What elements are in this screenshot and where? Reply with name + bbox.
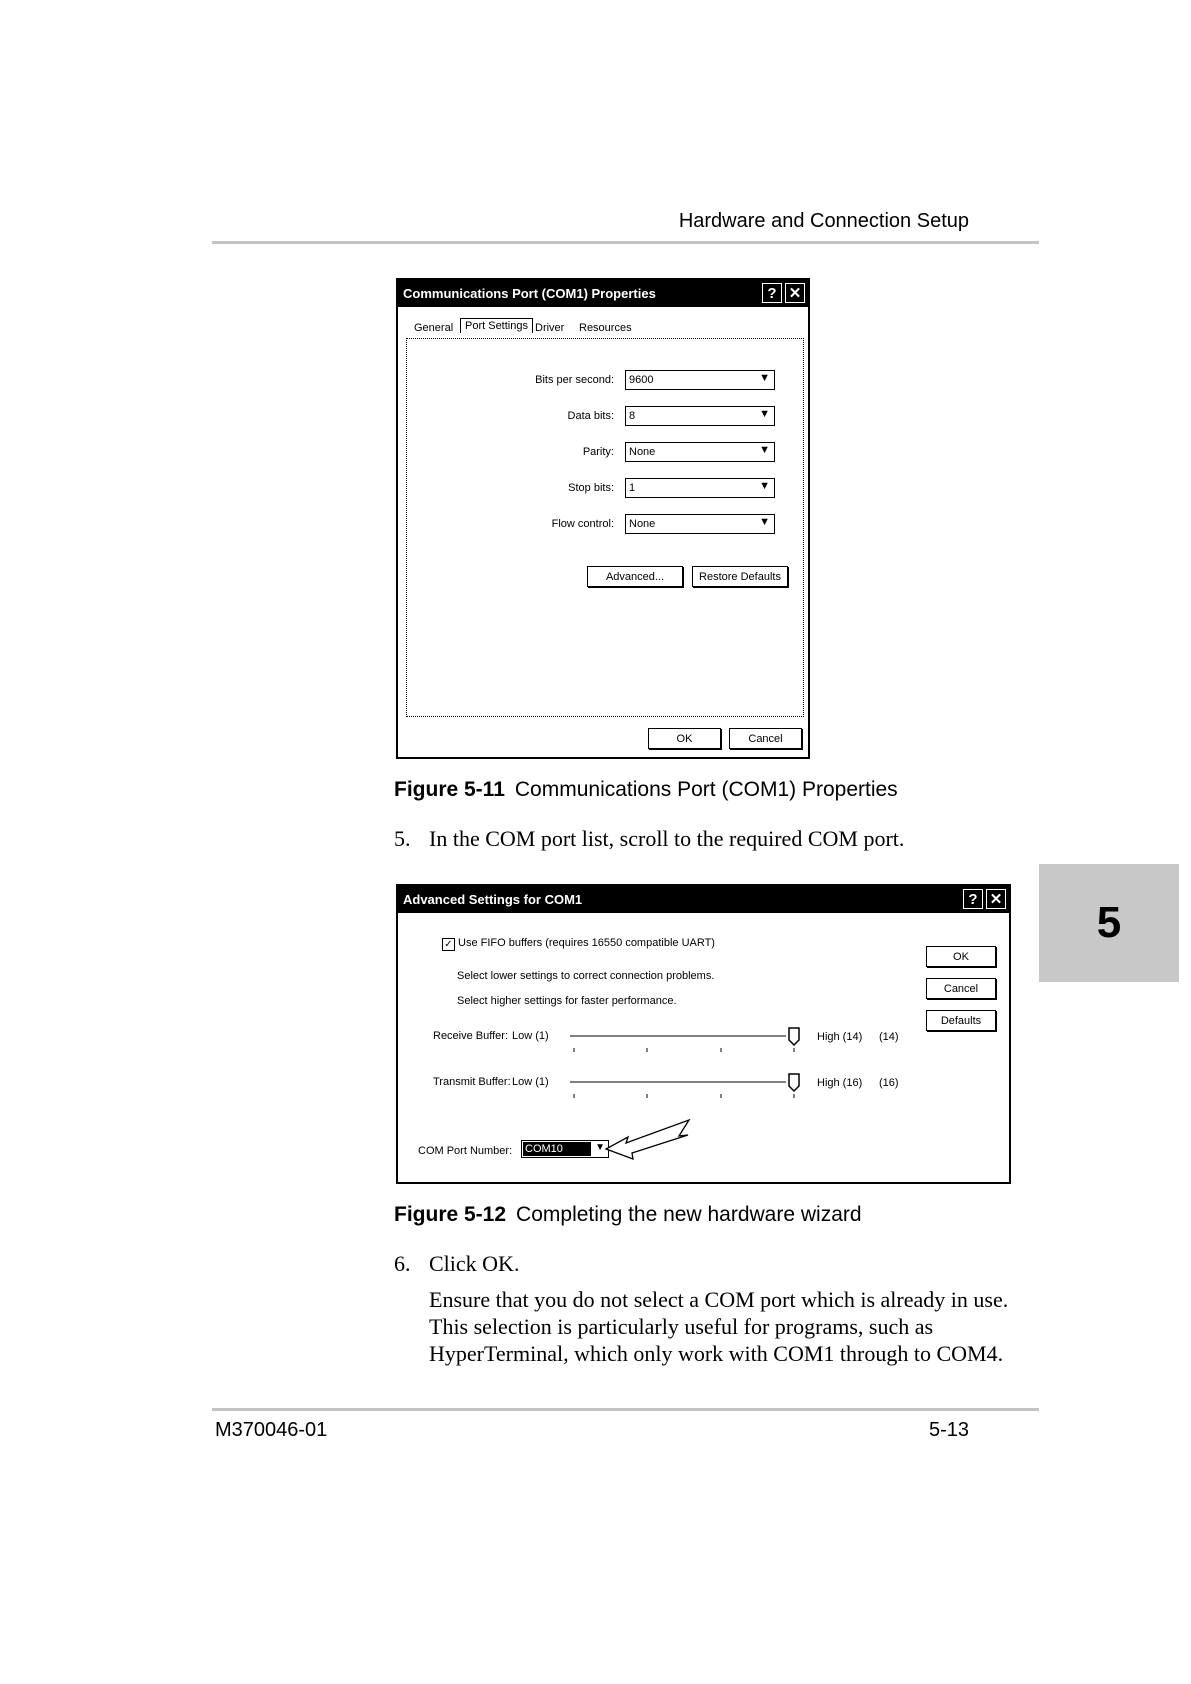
com1-properties-dialog bbox=[396, 278, 810, 759]
advanced-settings-dialog bbox=[396, 884, 1011, 1184]
close-icon[interactable]: ✕ bbox=[785, 283, 805, 303]
figure-5-12-caption bbox=[394, 1203, 862, 1227]
help-icon[interactable]: ? bbox=[963, 889, 983, 909]
ok-button[interactable]: OK bbox=[648, 728, 721, 749]
page-number: 5-13 bbox=[928, 1419, 969, 1441]
flow-control-label: Flow control: bbox=[551, 518, 614, 530]
caption-label: Figure 5-12 bbox=[394, 1203, 507, 1226]
step-6-note: Ensure that you do not select a COM port which is already in use. This selection is particularly useful for programs, such as HyperTerminal, which only work with COM1 through to COM4. bbox=[429, 1287, 1009, 1366]
step-6 bbox=[394, 1251, 519, 1277]
step-5 bbox=[394, 826, 904, 852]
tab-resources[interactable]: Resources bbox=[579, 322, 632, 334]
flow-control-value: None bbox=[629, 518, 656, 530]
tab-port-settings[interactable]: Port Settings bbox=[460, 318, 533, 333]
parity-select[interactable] bbox=[625, 442, 775, 462]
receive-buffer-slider[interactable] bbox=[568, 1026, 803, 1054]
slider-thumb[interactable] bbox=[789, 1074, 799, 1091]
bits-per-second-select[interactable] bbox=[625, 370, 775, 390]
figure-5-11-caption bbox=[394, 778, 898, 802]
chevron-down-icon: ▼ bbox=[759, 372, 770, 384]
stop-bits-label: Stop bits: bbox=[568, 482, 614, 494]
chevron-down-icon: ▼ bbox=[759, 408, 770, 420]
defaults-button[interactable]: Defaults bbox=[926, 1010, 996, 1031]
dialog-title: Communications Port (COM1) Properties bbox=[403, 286, 656, 301]
restore-defaults-button[interactable]: Restore Defaults bbox=[692, 566, 788, 587]
hint-lower: Select lower settings to correct connection problems. bbox=[457, 970, 715, 982]
tab-driver[interactable]: Driver bbox=[535, 322, 565, 334]
step-text: In the COM port list, scroll to the required COM port. bbox=[429, 826, 905, 851]
hint-higher: Select higher settings for faster performance. bbox=[457, 995, 677, 1007]
pointer-arrow-icon bbox=[604, 1118, 694, 1160]
cancel-button[interactable]: Cancel bbox=[729, 728, 802, 749]
step-number: 5. bbox=[394, 826, 411, 851]
stop-bits-select[interactable] bbox=[625, 478, 775, 498]
parity-value: None bbox=[629, 446, 656, 458]
receive-high-label: High (14) bbox=[817, 1031, 863, 1043]
header-rule bbox=[212, 241, 1039, 244]
caption-text: Communications Port (COM1) Properties bbox=[514, 778, 898, 801]
transmit-value: (16) bbox=[879, 1077, 899, 1089]
com-port-select[interactable] bbox=[521, 1140, 609, 1158]
chapter-tab: 5 bbox=[1039, 864, 1179, 982]
chevron-down-icon: ▼ bbox=[595, 1142, 605, 1153]
com-port-value: COM10 bbox=[523, 1142, 591, 1156]
close-icon[interactable]: ✕ bbox=[986, 889, 1006, 909]
fifo-checkbox[interactable]: ✓ bbox=[442, 938, 455, 951]
flow-control-select[interactable] bbox=[625, 514, 775, 534]
data-bits-label: Data bits: bbox=[567, 410, 614, 422]
dialog-titlebar bbox=[398, 886, 1009, 913]
receive-buffer-label: Receive Buffer: bbox=[433, 1030, 509, 1042]
chevron-down-icon: ▼ bbox=[759, 480, 770, 492]
dialog-titlebar bbox=[398, 280, 808, 307]
transmit-buffer-label: Transmit Buffer: bbox=[433, 1076, 511, 1088]
dialog-title: Advanced Settings for COM1 bbox=[403, 892, 583, 907]
advanced-button[interactable]: Advanced... bbox=[587, 566, 683, 587]
bits-per-second-label: Bits per second: bbox=[535, 374, 614, 386]
receive-low-label: Low (1) bbox=[512, 1030, 549, 1042]
fifo-label: Use FIFO buffers (requires 16550 compatible UART) bbox=[458, 937, 715, 949]
step-number: 6. bbox=[394, 1251, 411, 1276]
doc-number: M370046-01 bbox=[215, 1419, 328, 1441]
parity-label: Parity: bbox=[582, 446, 614, 458]
data-bits-value: 8 bbox=[629, 410, 636, 422]
caption-label: Figure 5-11 bbox=[394, 778, 505, 801]
caption-text: Completing the new hardware wizard bbox=[516, 1203, 862, 1226]
step-text: Click OK. bbox=[429, 1251, 520, 1276]
chevron-down-icon: ▼ bbox=[759, 444, 770, 456]
data-bits-select[interactable] bbox=[625, 406, 775, 426]
cancel-button[interactable]: Cancel bbox=[926, 978, 996, 999]
tab-general[interactable]: General bbox=[414, 322, 454, 334]
transmit-high-label: High (16) bbox=[817, 1077, 863, 1089]
ok-button[interactable]: OK bbox=[926, 946, 996, 967]
running-head: Hardware and Connection Setup bbox=[678, 210, 969, 232]
chevron-down-icon: ▼ bbox=[759, 516, 770, 528]
footer-rule bbox=[212, 1408, 1039, 1411]
com-port-label: COM Port Number: bbox=[418, 1145, 513, 1157]
transmit-buffer-slider[interactable] bbox=[568, 1072, 803, 1100]
bits-per-second-value: 9600 bbox=[629, 374, 654, 386]
receive-value: (14) bbox=[879, 1031, 899, 1043]
slider-thumb[interactable] bbox=[789, 1028, 799, 1045]
help-icon[interactable]: ? bbox=[762, 283, 782, 303]
stop-bits-value: 1 bbox=[629, 482, 636, 494]
transmit-low-label: Low (1) bbox=[512, 1076, 549, 1088]
